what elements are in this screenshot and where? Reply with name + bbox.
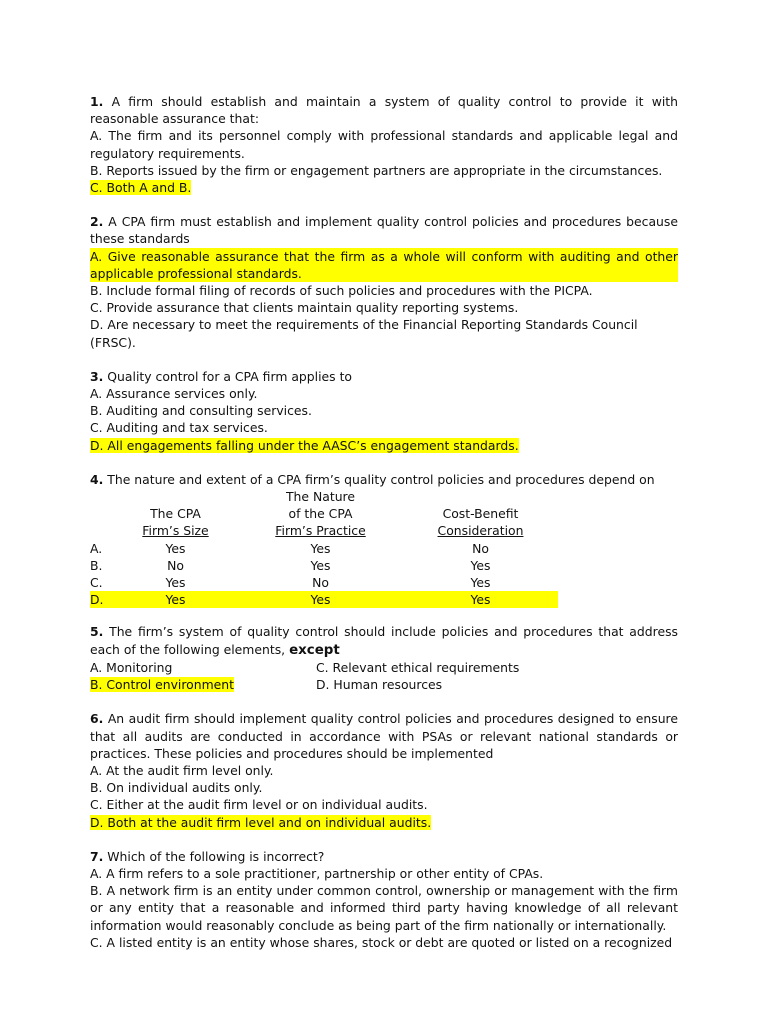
row-label: C. <box>90 575 103 591</box>
option-c: C. Relevant ethical requirements <box>316 659 520 675</box>
option-a: A. A firm refers to a sole practitioner, partnership or other entity of CPAs. <box>90 865 544 881</box>
table-cell: Yes <box>238 591 403 608</box>
question-number: 6. <box>90 711 104 727</box>
table-cell: Yes <box>470 557 491 573</box>
column-header: The CPA <box>150 506 201 522</box>
question-3 <box>90 368 678 454</box>
highlighted-answer: D. Both at the audit firm level and on individual audits. <box>90 814 432 830</box>
option-c: C. A listed entity is an entity whose shares, stock or debt are quoted or listed on a recognized <box>90 934 673 950</box>
question-number: 5. <box>90 624 104 640</box>
column-header: of the CPA <box>288 506 353 522</box>
option-d: D. Human resources <box>316 677 443 693</box>
row-label: B. <box>90 557 103 573</box>
table-cell: Yes <box>310 540 331 556</box>
highlighted-answer-row <box>90 591 558 608</box>
highlighted-answer: B. Control environment <box>90 677 235 693</box>
highlighted-answer: C. Both A and B. <box>90 180 192 196</box>
column-header: Firm’s Practice <box>275 523 366 539</box>
highlighted-answer: D. All engagements falling under the AASC’s engagement standards. <box>90 437 519 453</box>
question-2 <box>90 213 678 351</box>
option-c: C. Either at the audit firm level or on individual audits. <box>90 797 428 813</box>
table-cell: Yes <box>310 557 331 573</box>
table-row <box>90 557 558 574</box>
option-a: A. Assurance services only. <box>90 386 258 402</box>
option-a: A. Monitoring <box>90 659 173 675</box>
column-header: The Nature <box>285 489 355 505</box>
question-number: 1. <box>90 94 104 109</box>
table-cell: Yes <box>403 591 558 608</box>
question-number: 2. <box>90 214 104 230</box>
question-stem: 1. A firm should establish and maintain a system of quality control to provide it with reasonable assurance that: <box>90 94 678 127</box>
question-5 <box>90 623 678 693</box>
question-7 <box>90 848 678 951</box>
option-a: A. The firm and its personnel comply with professional standards and applicable legal and regulatory requirements. <box>90 128 678 161</box>
emphasis-except: except <box>289 642 340 658</box>
table-cell: No <box>472 540 489 556</box>
row-label: A. <box>90 540 103 556</box>
highlighted-answer: A. Give reasonable assurance that the firm as a whole will conform with auditing and other applicable professional standards. <box>90 248 678 281</box>
option-b: B. On individual audits only. <box>90 780 263 796</box>
row-label: D. <box>90 591 113 608</box>
question-number: 3. <box>90 368 104 384</box>
option-b: B. Reports issued by the firm or engagement partners are appropriate in the circumstances. <box>90 162 663 178</box>
option-b: B. A network firm is an entity under common control, ownership or management with the firm or any entity that a reasonable and informed third party having knowledge of all relevant information would reasonably conclude as being part of the firm nationally or internationally. <box>90 883 678 933</box>
table-row <box>90 574 558 591</box>
table-cell: Yes <box>113 591 238 608</box>
table-cell: Yes <box>470 575 491 591</box>
option-b: B. Auditing and consulting services. <box>90 403 312 419</box>
question-stem: 6. An audit firm should implement quality control policies and procedures designed to ensure that all audits are conducted in accordance with PSAs or relevant national standards or practices. These policies and procedures should be implemented <box>90 711 678 761</box>
table-cell: No <box>167 557 184 573</box>
question-number: 7. <box>90 848 104 864</box>
table-cell: No <box>312 575 329 591</box>
question-stem: 7. Which of the following is incorrect? <box>90 848 325 864</box>
option-c: C. Auditing and tax services. <box>90 420 268 436</box>
option-b: B. Include formal filing of records of such policies and procedures with the PICPA. <box>90 283 593 299</box>
document-page <box>90 93 678 968</box>
option-c: C. Provide assurance that clients maintain quality reporting systems. <box>90 300 519 316</box>
table-row <box>90 540 558 557</box>
question-4 <box>90 471 678 609</box>
question-stem: 3. Quality control for a CPA firm applies to <box>90 368 353 384</box>
question-1 <box>90 93 678 196</box>
option-a: A. At the audit firm level only. <box>90 762 274 778</box>
question-stem: 4. The nature and extent of a CPA firm’s quality control policies and procedures depend on <box>90 471 655 487</box>
column-header: Firm’s Size <box>142 523 209 539</box>
question-stem: 2. A CPA firm must establish and implement quality control policies and procedures because these standards <box>90 214 678 247</box>
question-stem: 5. The firm’s system of quality control should include policies and procedures that address each of the following elements, except <box>90 624 678 658</box>
option-d: D. Are necessary to meet the requirements of the Financial Reporting Standards Council (FRSC). <box>90 317 638 350</box>
question-6 <box>90 710 678 830</box>
table-cell: Yes <box>165 575 186 591</box>
column-header: Consideration <box>437 523 524 539</box>
question-number: 4. <box>90 471 104 487</box>
answer-table <box>90 488 558 608</box>
column-header: Cost-Benefit <box>442 506 519 522</box>
table-cell: Yes <box>165 540 186 556</box>
